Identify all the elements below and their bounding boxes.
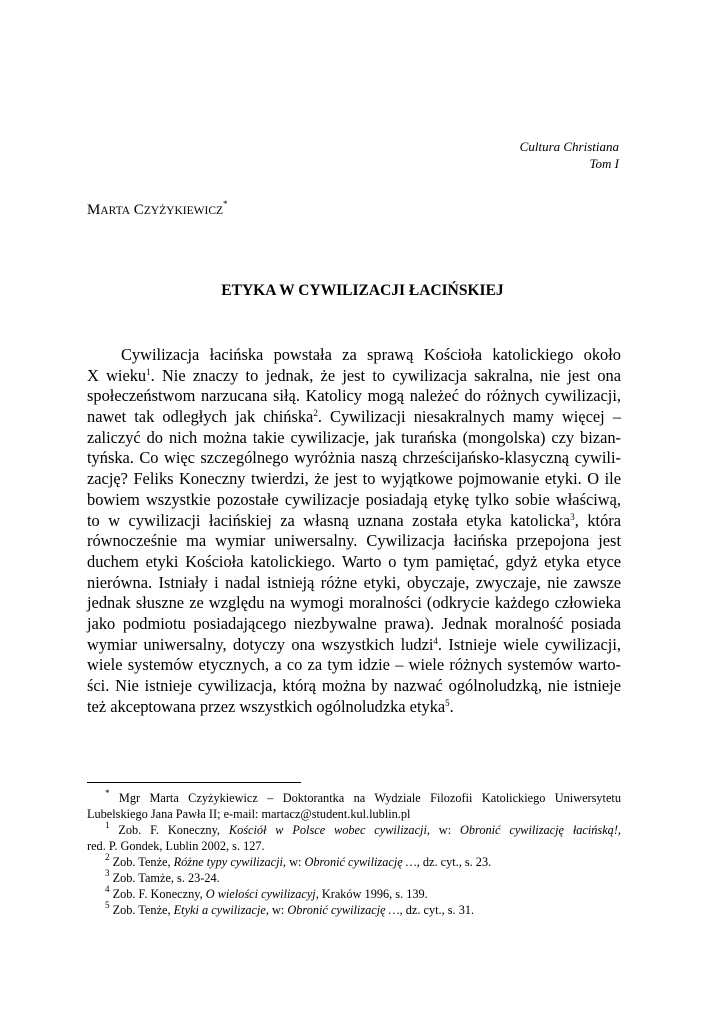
footnote-ref: 5 bbox=[445, 697, 450, 708]
body-line: to w cywilizacji łacińskiej za własną uznana została etyka katolicka$^3$, która bbox=[87, 510, 621, 530]
body-line: bowiem wszystkie pozostałe cywilizacje posiadają etykę tylko sobie właściwą, bbox=[87, 489, 621, 509]
footnote-ref: 1 bbox=[146, 366, 151, 377]
body-line: ści. Nie istnieje cywilizacja, którą można by nazwać ogólnoludzką, nie istnieje bbox=[87, 676, 621, 695]
footnote: $^2$ Zob. Tenże, Różne typy cywilizacji, w: Obronić cywilizację …, dz. cyt., s. 23. bbox=[105, 852, 492, 869]
author-name: MARTA CZYŻYKIEWICZ* bbox=[87, 199, 228, 218]
body-line: jednak słuszne ze względu na wymogi moralności (odkrycie każdego człowieka bbox=[87, 593, 621, 613]
author-footnote-marker: * bbox=[223, 199, 228, 209]
footnote-ref: 4 bbox=[433, 635, 438, 646]
body-line: wymiar uniwersalny, dotyczy ona wszystkich ludzi$^4$. Istnieje wiele cywilizacji, bbox=[87, 634, 621, 654]
body-line: wiele systemów etycznych, a co za tym idzie – wiele różnych systemów warto- bbox=[87, 655, 621, 675]
body-line: społeczeństwom narzucana siłą. Katolicy mogą należeć do różnych cywilizacji, bbox=[87, 386, 621, 406]
body-line: zaliczyć do nich można takie cywilizacje, jak turańska (mongolska) czy bizan- bbox=[87, 427, 621, 447]
journal-name: Cultura Christiana bbox=[519, 139, 619, 154]
body-line: tyńska. Co więc szczególnego wyróżnia naszą chrześcijańsko-klasyczną cywili- bbox=[87, 448, 621, 468]
footnote-continuation: Lubelskiego Jana Pawła II; e-mail: martacz@student.kul.lublin.pl bbox=[87, 807, 411, 821]
footnote-ref: 3 bbox=[570, 511, 575, 522]
body-line: duchem etyki Kościoła katolickiego. Warto o tym pamiętać, gdyż etyka etyce bbox=[87, 551, 621, 571]
footnote: $^4$ Zob. F. Koneczny, O wielości cywilizacyj, Kraków 1996, s. 139. bbox=[105, 884, 428, 901]
body-line: jako podmiotu posiadającego niezbywalne prawa). Jednak moralność posiada bbox=[87, 613, 621, 633]
footnote: $^1$ Zob. F. Koneczny, Kościół w Polsce wobec cywilizacji, w: Obronić cywilizację łacińską!, bbox=[105, 820, 621, 837]
article-title: ETYKA W CYWILIZACJI ŁACIŃSKIEJ bbox=[221, 282, 504, 299]
journal-volume: Tom I bbox=[589, 156, 619, 171]
footnote: $^3$ Zob. Tamże, s. 23-24. bbox=[105, 868, 220, 885]
body-line: zację? Feliks Koneczny twierdzi, że jest to wyjątkowe pojmowanie etyki. O ile bbox=[87, 469, 621, 489]
footnotes bbox=[87, 790, 621, 918]
body-paragraph bbox=[87, 345, 621, 717]
footnote-separator bbox=[87, 782, 301, 783]
footnote-continuation: red. P. Gondek, Lublin 2002, s. 127. bbox=[87, 839, 265, 853]
footnote: * Mgr Marta Czyżykiewicz – Doktorantka na Wydziale Filozofii Katolickiego Uniwersytetu bbox=[105, 788, 621, 805]
body-line: Cywilizacja łacińska powstała za sprawą Kościoła katolickiego około bbox=[121, 345, 621, 364]
body-line: nawet tak odległych jak chińska$^2$. Cywilizacji niesakralnych mamy więcej – bbox=[87, 407, 621, 427]
footnote: $^5$ Zob. Tenże, Etyki a cywilizacje, w: Obronić cywilizację …, dz. cyt., s. 31. bbox=[105, 900, 475, 917]
body-line: X wieku$^1$. Nie znaczy to jednak, że jest to cywilizacja sakralna, nie jest ona bbox=[87, 365, 621, 385]
footnote-ref: 2 bbox=[313, 408, 318, 419]
body-line: nierówna. Istniały i nadal istnieją różne etyki, obyczaje, zwyczaje, nie zawsze bbox=[87, 572, 621, 592]
body-line: też akceptowana przez wszystkich ogólnoludzka etyka$^5$. bbox=[87, 696, 454, 716]
body-line: równocześnie ma wymiar uniwersalny. Cywilizacja łacińska przepojona jest bbox=[87, 531, 621, 551]
